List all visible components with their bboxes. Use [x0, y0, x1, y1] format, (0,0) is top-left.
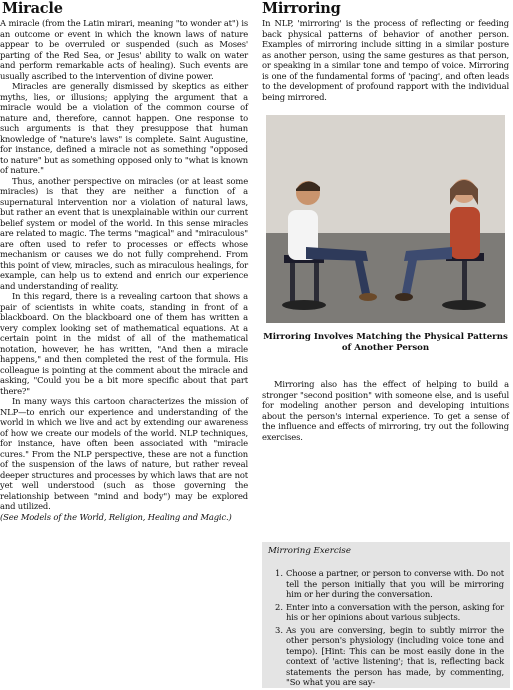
exercise-step-text: Enter into a conversation with the person, asking for his or her opinions about various subjects.	[286, 601, 504, 622]
exercise-list	[268, 568, 504, 690]
miracle-paragraph-3: Thus, another perspective on miracles (or at least some miracles) is that they are neither a function of a supernatural intervention nor a violation of natural laws, but rather an event that is unexplainable within our current belief system or model of the world. In this sense miracles are related to magic. The terms "magical" and "miraculous" are often used to refer to processes or effects whose mechanism or causes we do not fully comprehend. From this point of view, miracles, such as miraculous healings, for example, can help us to extend and enrich our experience and understanding of reality.	[0, 175, 248, 291]
miracle-see-also: (See Models of the World, Religion, Healing and Magic.)	[0, 511, 232, 522]
miracle-heading: Miracle	[2, 0, 63, 17]
miracle-paragraph-1: A miracle (from the Latin mirari, meaning "to wonder at") is an outcome or event in which the known laws of nature appear to be overruled or suspended (such as Moses' parting of the Red Sea, or Jesus' ability to walk on water and perform remarkable acts of healing). Such events are usually ascribed to the intervention of divine power.	[0, 18, 248, 81]
exercise-step	[268, 568, 504, 600]
exercise-step-text: As you are conversing, begin to subtly mirror the other person's physiology (including voice tone and tempo). [Hint: This can be most easily done in the context of 'active listening'; that is, reflecting back statements the person has made, by commenting, "So what you are say-	[286, 624, 504, 687]
exercise-step-number: 1.	[275, 568, 283, 578]
mirroring-heading: Mirroring	[262, 0, 341, 17]
exercise-step-number: 2.	[275, 601, 283, 612]
mirroring-body: Mirroring also has the effect of helping to build a stronger "second position" with someone else, and is useful for modeling another person and developing intuitions about the person's internal experience. To get a sense of the influence and effects of mirroring, try out the following exercises.	[262, 379, 509, 442]
miracle-paragraph-2: Miracles are generally dismissed by skeptics as either myths, lies, or illusions; applying the argument that a miracle would be a violation of the common course of nature and, therefore, cannot happen. One response to such arguments is that they presuppose that human knowledge of "nature's laws" is complete. Saint Augustine, for instance, defined a miracle not as something "opposed to nature" but as something opposed only to "what is known of nature."	[0, 81, 248, 175]
miracle-column	[0, 0, 248, 522]
two-people-seated-photo-icon	[266, 115, 505, 323]
exercise-step	[268, 602, 504, 623]
mirroring-exercise-box	[262, 542, 510, 688]
exercise-step	[268, 625, 504, 688]
mirroring-photo	[266, 115, 505, 323]
photo-caption: Mirroring Involves Matching the Physical Patterns of Another Person	[263, 332, 508, 353]
mirroring-intro: In NLP, 'mirroring' is the process of reflecting or feeding back physical patterns of behavior of another person. Examples of mirroring include sitting in a similar posture as another person, using the same gestures as that person, or speaking in a similar tone and tempo of voice. Mirroring is one of the fundamental forms of 'pacing', and often leads to the development of profound rapport with the individual being mirrored.	[262, 18, 509, 102]
exercise-step-number: 3.	[275, 624, 283, 635]
mirroring-column	[262, 0, 509, 442]
exercise-title: Mirroring Exercise	[268, 546, 351, 556]
exercise-step-text: Choose a partner, or person to converse with. Do not tell the person initially that you will be mirroring him or her during the conversation.	[286, 568, 504, 599]
miracle-paragraph-5: In many ways this cartoon characterizes the mission of NLP—to enrich our experience and understanding of the world in which we live and act by extending our awareness of how we create our models of the world. NLP techniques, for instance, have often been associated with "miracle cures." From the NLP perspective, these are not a function of the suspension of the laws of nature, but rather reveal deeper structures and processes by which laws that are not yet well understood (such as those governing the relationship between "mind and body") may be explored and utilized.	[0, 396, 248, 511]
miracle-paragraph-4: In this regard, there is a revealing cartoon that shows a pair of scientists in white coats, standing in front of a blackboard. On the blackboard one of them has written a very complex looking set of mathematical equations. At a certain point in the midst of all of the mathematical notation, however, he has written, "And then a miracle happens," and then completed the rest of the formula. His colleague is pointing at the comment about the miracle and asking, "Could you be a bit more specific about that part there?"	[0, 291, 248, 396]
